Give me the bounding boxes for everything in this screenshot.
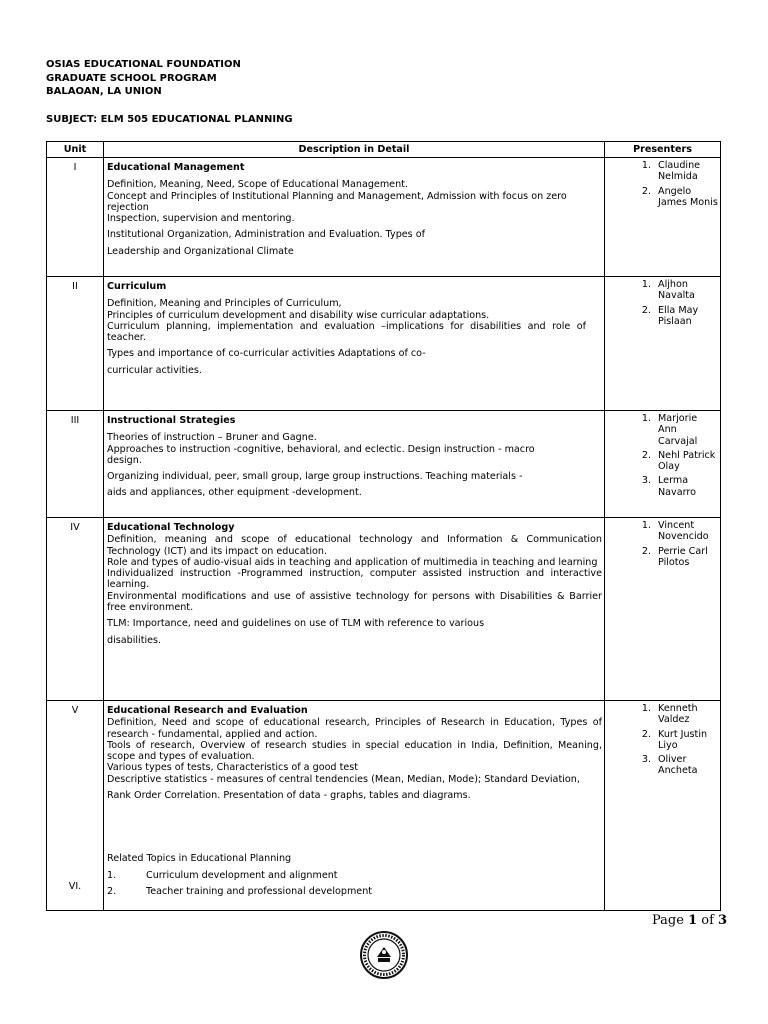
presenter-item: 3. Lerma Navarro [641,475,696,498]
header-unit: Unit [47,142,104,158]
description-text: Tools of research, Overview of research studies in special education in India, Definition, Meaning, scope and types of evaluation. [107,739,602,763]
description-text: Definition, meaning and scope of educational technology and Information & Communication Technology (ICT) and its impact on education. [107,534,602,557]
presenter-item: 3. Oliver Ancheta [641,754,698,777]
description-text: TLM: Importance, need and guidelines on use of TLM with reference to various [107,618,485,630]
page-number: Page 1 of 3 [652,913,728,928]
table-header-row [47,142,721,158]
related-topic-item: 1. Curriculum development and alignment [107,869,338,881]
unit-cell: IV [47,518,104,701]
presenter-list [605,160,718,208]
presenter-list [605,279,718,327]
unit-label: VI. [68,881,82,892]
presenter-item: 2. Nehl Patrick Olay [641,449,716,473]
description-text: Institutional Organization, Administration and Evaluation. Types of [107,229,425,241]
presenter-list [605,520,718,568]
university-seal-logo [359,930,409,980]
description-text: Descriptive statistics - measures of central tendencies (Mean, Median, Mode); Standard Deviation, [107,773,580,785]
presenters-cell [605,518,721,701]
presenters-cell [605,701,721,911]
table-row [47,518,721,701]
description-text: Concept and Principles of Institutional Planning and Management, Admission with focus on zero rejection [107,190,567,213]
unit-cell: III [47,411,104,518]
presenters-cell [605,277,721,411]
description-cell [104,701,605,911]
presenter-item: 1. Claudine Nelmida [641,160,701,183]
presenter-item: 1. Kenneth Valdez [641,703,698,726]
header-presenters: Presenters [605,142,721,158]
description-text: Leadership and Organizational Climate [107,245,294,257]
unit-cell: II [47,277,104,411]
unit-cell [47,701,104,911]
unit-title: Curriculum [107,281,167,292]
description-text: Theories of instruction – Bruner and Gagne. [107,432,317,444]
description-text: Role and types of audio-visual aids in teaching and application of multimedia in teaching and learning [107,556,598,568]
description-text: Various types of tests, Characteristics of a good test [107,762,358,774]
description-text: Definition, Need and scope of educational research, Principles of Research in Education, Types of research - fundamental, applied and action. [107,717,602,740]
presenter-list [605,413,718,498]
presenter-item: 2. Perrie Carl Pilotos [641,545,708,568]
presenters-cell [605,411,721,518]
description-text: aids and appliances, other equipment -development. [107,487,362,499]
planning-table [46,141,721,911]
table-row [47,701,721,911]
description-text: Inspection, supervision and mentoring. [107,213,295,225]
unit-title: Instructional Strategies [107,415,236,426]
description-cell [104,411,605,518]
unit-cell: I [47,158,104,277]
related-topic-item: 2. Teacher training and professional development [107,885,373,897]
description-text: Individualized instruction -Programmed instruction, computer assisted instruction and interactive learning. [107,568,602,591]
subject-line: SUBJECT: ELM 505 EDUCATIONAL PLANNING [46,114,293,125]
description-text: disabilities. [107,634,162,646]
document-header [46,58,241,99]
description-text: Definition, Meaning, Need, Scope of Educational Management. [107,179,408,191]
presenter-item: 1. Aljhon Navalta [641,279,695,302]
related-topics-intro: Related Topics in Educational Planning [107,853,292,865]
description-text: Rank Order Correlation. Presentation of data - graphs, tables and diagrams. [107,790,471,802]
table-row [47,411,721,518]
location: BALAOAN, LA UNION [46,86,162,97]
description-text: Curriculum planning, implementation and evaluation –implications for disabilities and role of teacher. [107,320,586,344]
description-text: Organizing individual, peer, small group, large group instructions. Teaching materials - [107,471,523,483]
description-cell [104,158,605,277]
unit-title: Educational Technology [107,522,235,533]
description-text: Approaches to instruction -cognitive, behavioral, and eclectic. Design instruction - macro design. [107,443,535,466]
presenter-item: 2. Kurt Justin Liyo [641,728,708,751]
unit-title: Educational Management [107,162,245,173]
description-cell [104,518,605,701]
presenter-item: 2. Angelo James Monis [641,185,718,208]
presenter-list [605,703,718,777]
presenter-item: 1. Marjorie Ann Carvajal [641,413,698,447]
table-row [47,158,721,277]
table-row [47,277,721,411]
description-text: Definition, Meaning and Principles of Curriculum, [107,298,342,310]
foundation-name: OSIAS EDUCATIONAL FOUNDATION [46,59,241,70]
description-cell [104,277,605,411]
header-description: Description in Detail [104,142,605,158]
presenters-cell [605,158,721,277]
description-text: curricular activities. [107,364,202,376]
unit-title: Educational Research and Evaluation [107,705,308,716]
presenter-item: 2. Ella May Pislaan [641,304,699,327]
description-text: Types and importance of co-curricular activities Adaptations of co- [107,348,426,360]
program-name: GRADUATE SCHOOL PROGRAM [46,72,217,84]
description-text: Principles of curriculum development and disability wise curricular adaptations. [107,309,490,321]
presenter-item: 1. Vincent Novencido [641,520,709,543]
unit-label: V [71,705,79,716]
description-text: Environmental modifications and use of assistive technology for persons with Disabilities & Barrier free environment. [107,590,602,614]
